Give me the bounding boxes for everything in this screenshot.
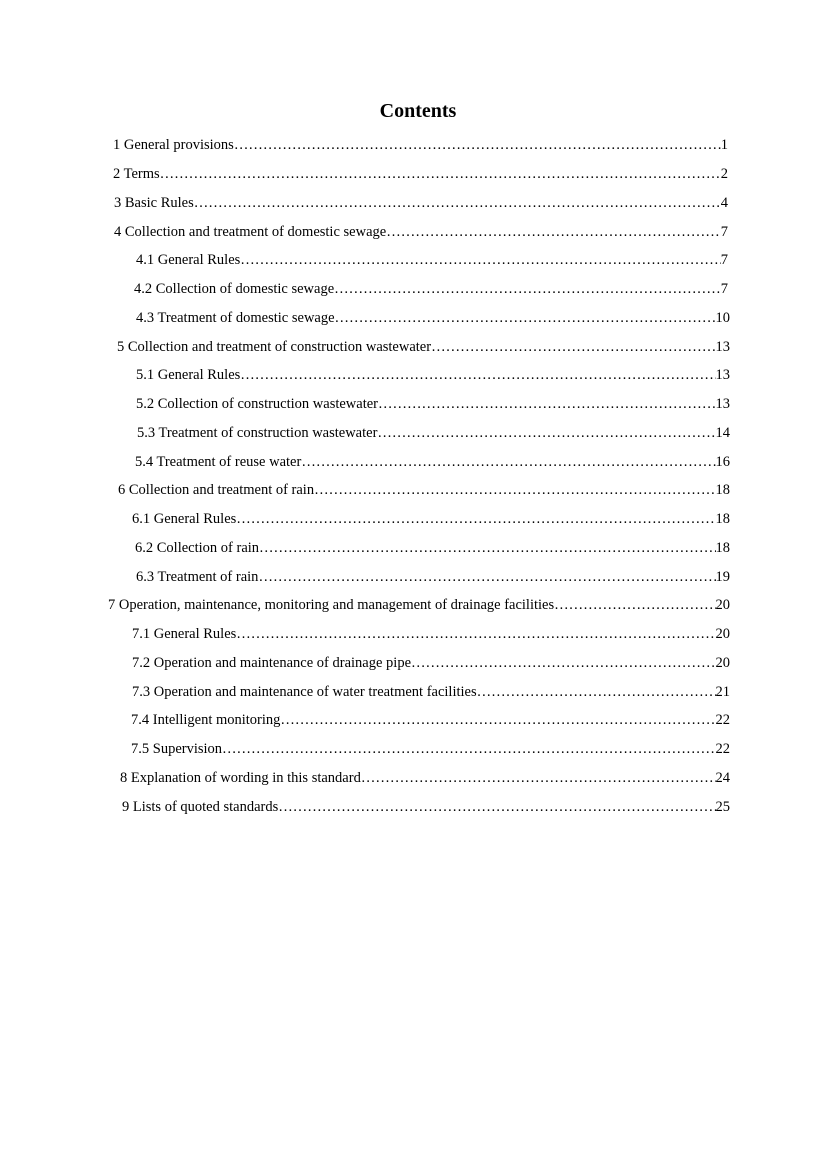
dot-leader — [301, 452, 715, 472]
toc-entry-page: 19 — [715, 568, 730, 585]
dot-leader — [236, 509, 715, 529]
toc-entry-page: 20 — [715, 626, 730, 643]
toc-entry-5-2[interactable] — [0, 390, 827, 419]
toc-entry-page: 7 — [720, 252, 728, 269]
toc-entry-label: 9 Lists of quoted standards — [122, 798, 279, 815]
toc-entry-label: 3 Basic Rules — [114, 194, 194, 211]
dot-leader — [335, 308, 716, 328]
toc-entry-line — [114, 193, 728, 213]
toc-entry-line — [135, 452, 730, 472]
toc-entry-line — [135, 538, 730, 558]
toc-entry-page: 21 — [715, 683, 730, 700]
dot-leader — [334, 279, 721, 299]
dot-leader — [240, 250, 720, 270]
toc-entry-label: 7.4 Intelligent monitoring — [131, 712, 281, 729]
dot-leader — [377, 423, 715, 443]
toc-entry-page: 22 — [715, 741, 730, 758]
toc-entry-5-4[interactable] — [0, 447, 827, 476]
toc-entry-label: 5.4 Treatment of reuse water — [135, 453, 302, 470]
dot-leader — [314, 480, 715, 500]
toc-entry-page: 16 — [715, 453, 730, 470]
toc-entry-page: 13 — [715, 367, 730, 384]
toc-entry-page: 22 — [715, 712, 730, 729]
toc-entry-7-4[interactable] — [0, 706, 827, 735]
toc-entry-label: 2 Terms — [113, 166, 160, 183]
toc-entry-page: 13 — [715, 396, 730, 413]
toc-entry-line — [114, 222, 728, 242]
toc-entry-line — [131, 739, 730, 759]
toc-entry-line — [137, 423, 730, 443]
dot-leader — [378, 394, 715, 414]
dot-leader — [160, 164, 721, 184]
toc-entry-7[interactable] — [0, 591, 827, 620]
toc-entry-line — [136, 365, 730, 385]
toc-entry-line — [136, 250, 728, 270]
toc-entry-label: 7 Operation, maintenance, monitoring and management of drainage facilities — [108, 597, 555, 614]
toc-entry-6-2[interactable] — [0, 534, 827, 563]
toc-entry-4-2[interactable] — [0, 275, 827, 304]
toc-entry-line — [108, 595, 730, 615]
toc-entry-4-1[interactable] — [0, 246, 827, 275]
dot-leader — [234, 135, 721, 155]
toc-entry-page: 20 — [715, 597, 730, 614]
toc-entry-label: 6.3 Treatment of rain — [136, 568, 259, 585]
toc-entry-page: 25 — [715, 798, 730, 815]
toc-entry-line — [134, 279, 728, 299]
toc-entry-label: 1 General provisions — [113, 137, 234, 154]
table-of-contents — [0, 131, 827, 821]
toc-entry-page: 18 — [715, 511, 730, 528]
toc-entry-label: 5 Collection and treatment of construction wastewater — [117, 338, 432, 355]
toc-entry-line — [132, 682, 730, 702]
toc-entry-label: 7.3 Operation and maintenance of water treatment facilities — [132, 683, 477, 700]
toc-entry-label: 5.3 Treatment of construction wastewater — [137, 424, 378, 441]
toc-entry-7-1[interactable] — [0, 620, 827, 649]
dot-leader — [361, 768, 716, 788]
toc-entry-label: 7.2 Operation and maintenance of drainage pipe — [132, 654, 412, 671]
toc-entry-line — [136, 567, 730, 587]
dot-leader — [194, 193, 721, 213]
toc-entry-label: 4.3 Treatment of domestic sewage — [136, 309, 335, 326]
toc-entry-line — [131, 710, 730, 730]
dot-leader — [431, 337, 715, 357]
toc-entry-line — [122, 797, 730, 817]
toc-entry-line — [113, 164, 728, 184]
toc-entry-line — [132, 653, 730, 673]
toc-entry-label: 5.1 General Rules — [136, 367, 241, 384]
toc-entry-page: 20 — [715, 654, 730, 671]
toc-entry-line — [132, 509, 730, 529]
dot-leader — [280, 710, 715, 730]
toc-entry-line — [136, 308, 730, 328]
toc-entry-page: 1 — [720, 137, 728, 154]
toc-entry-page: 2 — [720, 166, 728, 183]
toc-entry-1[interactable] — [0, 131, 827, 160]
dot-leader — [258, 567, 715, 587]
toc-entry-label: 6.2 Collection of rain — [135, 539, 260, 556]
toc-entry-7-3[interactable] — [0, 677, 827, 706]
toc-entry-page: 24 — [715, 769, 730, 786]
toc-entry-line — [117, 337, 730, 357]
toc-entry-label: 4.2 Collection of domestic sewage — [134, 281, 335, 298]
toc-entry-5-1[interactable] — [0, 361, 827, 390]
toc-entry-4[interactable] — [0, 217, 827, 246]
toc-entry-line — [113, 135, 728, 155]
toc-entry-6[interactable] — [0, 476, 827, 505]
dot-leader — [411, 653, 715, 673]
toc-entry-label: 8 Explanation of wording in this standard — [120, 769, 361, 786]
toc-entry-2[interactable] — [0, 160, 827, 189]
toc-entry-label: 4.1 General Rules — [136, 252, 241, 269]
toc-entry-line — [136, 394, 730, 414]
toc-entry-7-2[interactable] — [0, 649, 827, 678]
dot-leader — [236, 624, 715, 644]
toc-entry-page: 13 — [715, 338, 730, 355]
dot-leader — [386, 222, 721, 242]
toc-entry-label: 6.1 General Rules — [132, 511, 237, 528]
toc-entry-page: 7 — [720, 281, 728, 298]
toc-entry-label: 6 Collection and treatment of rain — [118, 482, 315, 499]
toc-entry-line — [132, 624, 730, 644]
toc-entry-6-3[interactable] — [0, 562, 827, 591]
toc-entry-page: 7 — [720, 223, 728, 240]
toc-entry-page: 18 — [715, 482, 730, 499]
page-title: Contents — [379, 100, 457, 122]
toc-entry-line — [120, 768, 730, 788]
toc-entry-page: 18 — [715, 539, 730, 556]
toc-entry-label: 7.1 General Rules — [132, 626, 237, 643]
toc-entry-5[interactable] — [0, 332, 827, 361]
toc-entry-3[interactable] — [0, 189, 827, 218]
toc-entry-page: 4 — [720, 194, 728, 211]
toc-entry-5-3[interactable] — [0, 419, 827, 448]
toc-entry-label: 4 Collection and treatment of domestic sewage — [114, 223, 387, 240]
dot-leader — [554, 595, 715, 615]
toc-entry-label: 5.2 Collection of construction wastewater — [136, 396, 379, 413]
toc-entry-4-3[interactable] — [0, 304, 827, 333]
dot-leader — [278, 797, 715, 817]
toc-entry-label: 7.5 Supervision — [131, 741, 223, 758]
toc-entry-9[interactable] — [0, 792, 827, 821]
toc-entry-page: 14 — [715, 424, 730, 441]
toc-entry-8[interactable] — [0, 764, 827, 793]
dot-leader — [477, 682, 716, 702]
dot-leader — [222, 739, 715, 759]
dot-leader — [240, 365, 715, 385]
toc-entry-6-1[interactable] — [0, 505, 827, 534]
dot-leader — [259, 538, 715, 558]
toc-entry-7-5[interactable] — [0, 735, 827, 764]
toc-entry-line — [118, 480, 730, 500]
toc-entry-page: 10 — [715, 309, 730, 326]
